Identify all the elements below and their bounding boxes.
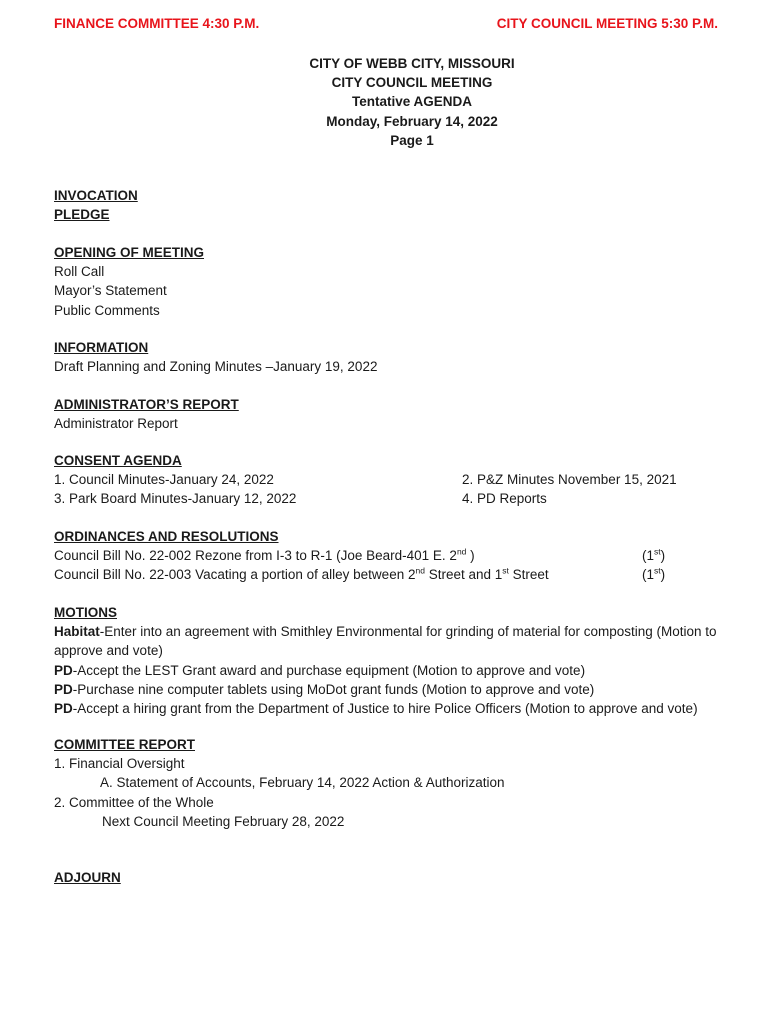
information-section xyxy=(54,338,752,376)
council-meeting-time: CITY COUNCIL MEETING 5:30 P.M. xyxy=(496,16,718,31)
reading-number: (1st) xyxy=(642,546,666,564)
consent-item: 3. Park Board Minutes-January 12, 2022 xyxy=(54,491,297,507)
committee-item: 1. Financial Oversight xyxy=(54,756,185,772)
council-bill-text: Council Bill No. 22-002 Rezone from I-3 to R-1 (Joe Beard-401 E. 2nd ) xyxy=(54,546,475,564)
committee-item: 2. Committee of the Whole xyxy=(54,794,214,810)
adjourn-section xyxy=(54,868,752,887)
consent-item: 4. PD Reports xyxy=(462,491,547,507)
council-bill-row xyxy=(54,565,752,584)
reading-number: (1st) xyxy=(642,565,666,583)
consent-item: 1. Council Minutes-January 24, 2022 xyxy=(54,472,274,488)
meeting-date: Monday, February 14, 2022 xyxy=(326,113,498,129)
motion-item: PD-Purchase nine computer tablets using MoDot grant funds (Motion to approve and vote) xyxy=(54,681,595,697)
opening-item: Mayor’s Statement xyxy=(54,283,167,299)
motion-item: PD-Accept a hiring grant from the Department of Justice to hire Police Officers (Motion to approve and vote) xyxy=(54,701,698,717)
ordinances-section xyxy=(54,527,752,585)
opening-heading: OPENING OF MEETING xyxy=(54,245,205,260)
intro-section xyxy=(54,186,752,224)
consent-section xyxy=(54,451,752,509)
motion-item: Habitat-Enter into an agreement with Smithley Environmental for grinding of material for composting (Motion to approve and vote) xyxy=(54,624,717,659)
meeting-type: CITY COUNCIL MEETING xyxy=(331,75,493,91)
committee-subitem: A. Statement of Accounts, February 14, 2022 Action & Authorization xyxy=(100,775,505,791)
motions-section xyxy=(54,603,752,718)
information-heading: INFORMATION xyxy=(54,340,149,355)
committee-section xyxy=(54,735,752,831)
committee-subitem: Next Council Meeting February 28, 2022 xyxy=(102,813,345,829)
opening-section xyxy=(54,243,752,320)
administrator-item: Administrator Report xyxy=(54,416,178,432)
finance-committee-time: FINANCE COMMITTEE 4:30 P.M. xyxy=(54,16,260,31)
invocation-heading: INVOCATION xyxy=(54,188,138,203)
council-bill-text: Council Bill No. 22-003 Vacating a portion of alley between 2nd Street and 1st Street xyxy=(54,565,549,583)
opening-item: Public Comments xyxy=(54,302,160,318)
consent-item: 2. P&Z Minutes November 15, 2021 xyxy=(462,472,677,488)
agenda-label: Tentative AGENDA xyxy=(351,94,473,110)
administrator-section xyxy=(54,395,752,433)
pledge-heading: PLEDGE xyxy=(54,207,110,223)
motions-heading: MOTIONS xyxy=(54,605,117,620)
opening-item: Roll Call xyxy=(54,264,105,280)
committee-heading: COMMITTEE REPORT xyxy=(54,737,195,752)
ordinances-heading: ORDINANCES AND RESOLUTIONS xyxy=(54,529,279,544)
consent-heading: CONSENT AGENDA xyxy=(54,453,182,468)
agenda-title xyxy=(0,54,770,150)
city-name: CITY OF WEBB CITY, MISSOURI xyxy=(309,56,515,71)
adjourn-heading: ADJOURN xyxy=(54,870,121,885)
page-number: Page 1 xyxy=(390,132,434,148)
administrator-heading: ADMINISTRATOR’S REPORT xyxy=(54,397,239,412)
council-bill-row xyxy=(54,546,752,565)
information-item: Draft Planning and Zoning Minutes –January 19, 2022 xyxy=(54,359,378,375)
motion-item: PD-Accept the LEST Grant award and purchase equipment (Motion to approve and vote) xyxy=(54,662,586,678)
